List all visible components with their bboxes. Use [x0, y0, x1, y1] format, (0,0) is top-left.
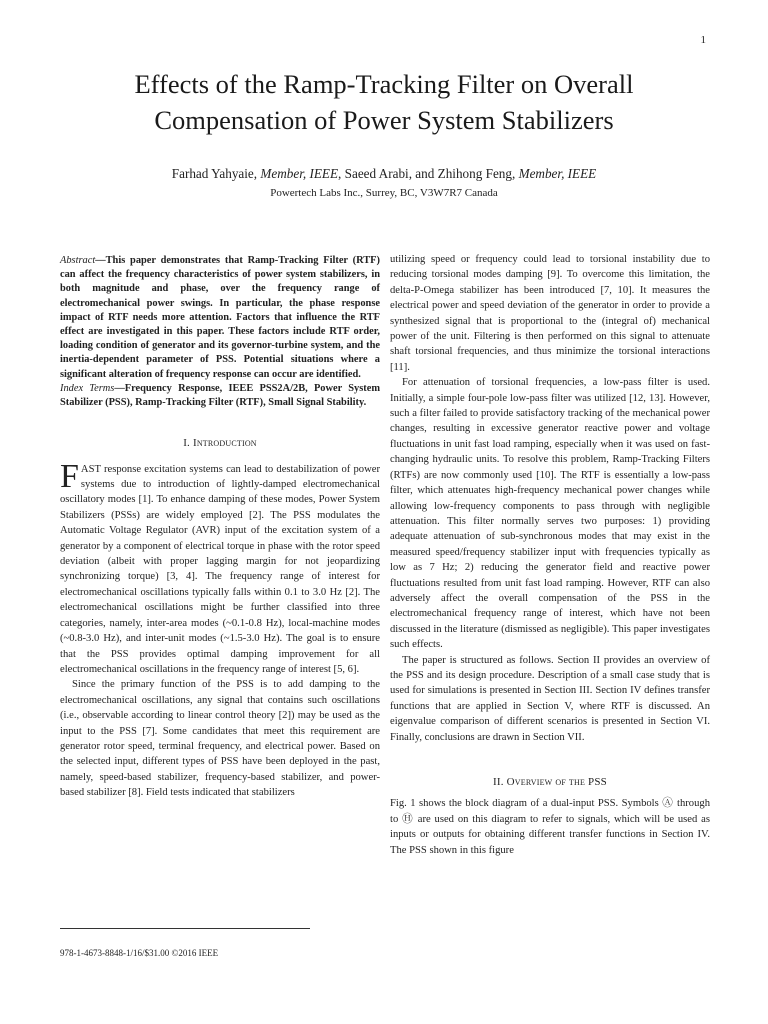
author-list	[40, 166, 728, 182]
title-line-2: Compensation of Power System Stabilizers	[154, 105, 614, 135]
section-heading-introduction: I. Introduction	[183, 437, 257, 450]
index-terms	[60, 382, 380, 410]
title-line-1: Effects of the Ramp-Tracking Filter on Overall	[134, 69, 634, 99]
copyright-footnote: 978-1-4673-8848-1/16/$31.00 ©2016 IEEE	[60, 948, 219, 958]
abstract	[60, 254, 380, 382]
intro-paragraph-1	[60, 457, 380, 678]
intro-paragraph-4: For attenuation of torsional frequencies, a low-pass filter is used. Initially, a simple four-pole low-pass filter was utilized [12, 13]. However, such a filter failed to provide satisfactory tracking of the mechanical power changes, resulting in excessive generator reactive power and voltage fluctuations in unit fast load ramping, especially when it was used on fast-changing hydraulic units. To resolve this problem, Ramp-Tracking Filters (RTFs) are now commonly used [10]. The RTF is essentially a low-pass filter, which attenuates high-frequency mechanical power changes while allowing low-frequency components to pass through with negligible attenuation. This filter normally serves two purposes: 1) providing adequate attenuation of sub-synchronous modes that may exist in the measured speed/frequency stabilizer input with frequencies typically as low as 7 Hz; 2) reducing the generator field and reactive power fluctuations resulted from unit fast load ramping. However, RTF can also adversely affect the overall compensation of the PSS in the electromechanical frequency range of interest, which have not been discussed in the literature (dismissed as negligible). This paper investigates such effects.	[390, 377, 710, 651]
author-2-3: , Saeed Arabi, and Zhihong Feng,	[338, 166, 519, 181]
intro-paragraph-3: utilizing speed or frequency could lead to torsional instability due to reducing torsional modes damping [9]. To overcome this limitation, the delta-P-Omega stabilizer has been introduced [7, 10]. It measures the electrical power and speed deviation of the generator in order to provide a synthesized signal that is proportional to the (integral of) mechanical power of the unit. Filtering is then performed on this signal to attenuate shaft torsional frequencies, and thus minimize the torsional interactions [11].	[390, 254, 710, 373]
left-column	[60, 254, 380, 801]
index-terms-label: Index Terms	[60, 382, 115, 394]
section-heading-overview: II. Overview of the PSS	[493, 776, 607, 788]
intro-paragraph-5: The paper is structured as follows. Section II provides an overview of the PSS and its design procedure. Description of a small case study that is used for simulations is presented in Section III. Section IV defines transfer functions that are applied in Section V, where RTF is discussed. An eigenvalue comparison of different scenarios is presented in Section VI. Finally, conclusions are drawn in Section VII.	[390, 654, 710, 743]
affiliation: Powertech Labs Inc., Surrey, BC, V3W7R7 Canada	[270, 187, 498, 199]
abstract-label: Abstract	[60, 255, 96, 266]
right-column	[390, 252, 710, 858]
abstract-text: —This paper demonstrates that Ramp-Tracking Filter (RTF) can affect the frequency characteristics of power system stabilizers, in both magnitude and phase, over the frequency range of electromechanical power swings. In particular, the phase response impact of RTF needs more attention. Factors that influence the RTF effect are investigated in this paper. These factors include RTF order, loading condition of generator and its governor-turbine system, and the inertia-dependent parameter of PSS. Potential situations where a significant alteration of frequency response can occur are identified.	[60, 255, 380, 380]
author-1-role: Member, IEEE	[260, 166, 339, 181]
intro-paragraph-1-text: AST response excitation systems can lead to destabilization of power systems due to introduction of lightly-damped electromechanical oscillatory modes [1]. To enhance damping of these modes, Power System Stabilizers (PSSs) are widely employed [2]. The PSS modulates the Automatic Voltage Regulator (AVR) input of the excitation system of a generator by a component of electrical torque in phase with the rotor speed deviation (albeit with proper lagging margin for not jeopardizing synchronizing torque) [3, 4]. The frequency range of interest for electromechanical oscillations typically falls within 0.1 to 3.0 Hz [2]. The electromechanical oscillations might be further classified into three categories, namely, inter-area modes (~0.1-0.8 Hz), local-machine modes (~0.8-3.0 Hz), and inter-unit modes (~1.5-3.0 Hz). The goal is to ensure that the PSS provides optimal damping improvement for all electromechanical oscillations in the frequency range of interest [5, 6].	[60, 463, 380, 675]
index-terms-text: —Frequency Response, IEEE PSS2A/2B, Power System Stabilizer (PSS), Ramp-Tracking Filter (RTF), Small Signal Stability.	[60, 382, 380, 409]
intro-paragraph-2: Since the primary function of the PSS is to add damping to the electromechanical oscillations, any signal that contains such oscillations (i.e., observable according to linear control theory [2]) may be used as the input to the PSS [7]. Some candidates that meet this requirement are generator rotor speed, terminal frequency, and electrical power. Based on the selected input, different types of PSS have been deployed in the past, namely, speed-based stabilizer, frequency-based stabilizer, and power-based stabilizer [8]. Field tests indicated that stabilizers	[60, 679, 380, 799]
paper-title	[40, 66, 728, 138]
page-number: 1	[700, 34, 706, 46]
author-1: Farhad Yahyaie,	[171, 166, 261, 181]
drop-cap-letter: F	[60, 457, 79, 495]
author-3-role: Member, IEEE	[518, 166, 597, 181]
overview-paragraph-1: Fig. 1 shows the block diagram of a dual-input PSS. Symbols Ⓐ through to Ⓗ are used on this diagram to refer to signals, which will be used as inputs or outputs for obtaining different transfer functions in Section IV. The PSS shown in this figure	[390, 798, 710, 856]
footnote-divider	[60, 928, 310, 929]
